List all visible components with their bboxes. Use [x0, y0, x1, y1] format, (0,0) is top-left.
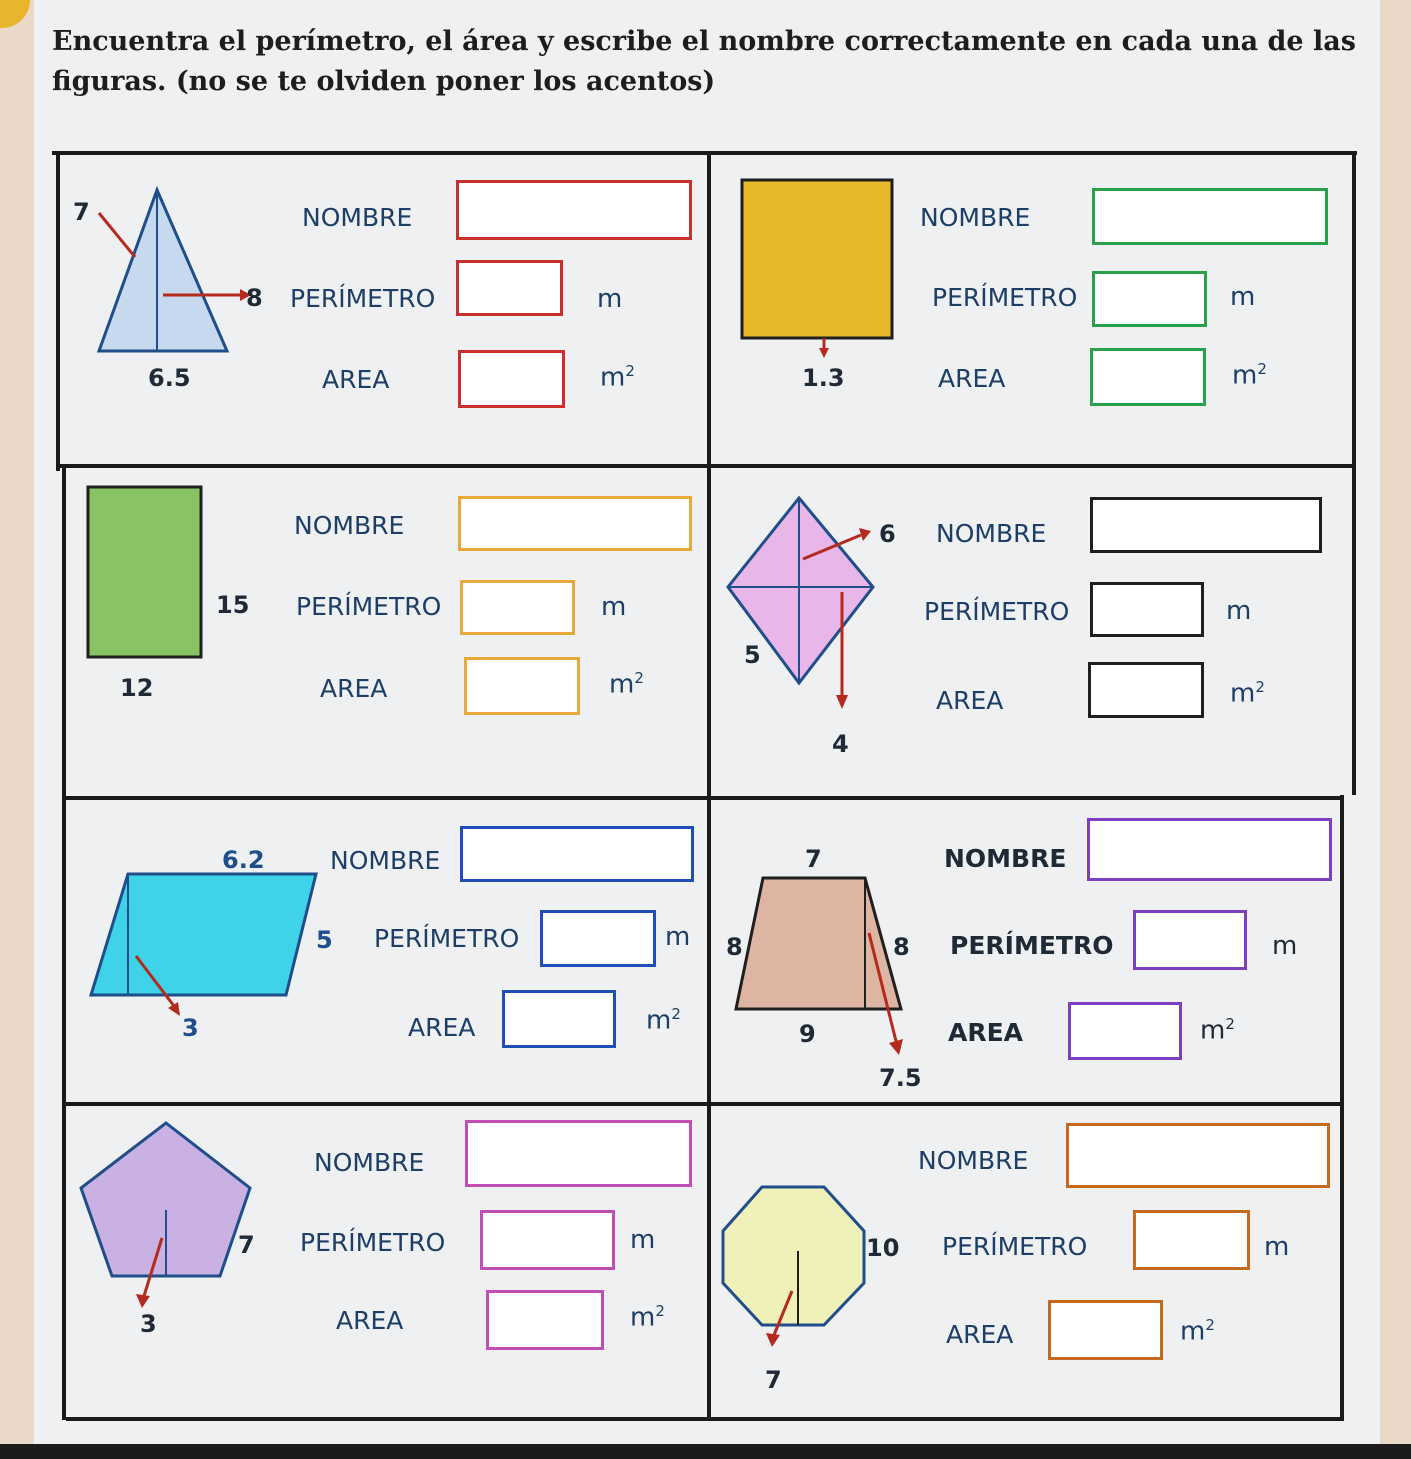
- rhombus-name-input[interactable]: [1090, 497, 1322, 553]
- grid-divider-row-2: [62, 796, 1344, 800]
- trapezoid-icon: [733, 873, 913, 1063]
- corner-decoration: [0, 0, 30, 28]
- grid-border-left-2: [62, 465, 66, 1420]
- square-side-label: 1.3: [802, 364, 845, 392]
- octagon-side-label: 10: [866, 1234, 900, 1262]
- pentagon-perimeter-label: PERÍMETRO: [300, 1228, 446, 1257]
- rectangle-base-label: 12: [120, 674, 154, 702]
- parallelogram-top-label: 6.2: [222, 846, 265, 874]
- rhombus-icon: [725, 495, 900, 720]
- triangle-area-label: AREA: [322, 365, 390, 394]
- pentagon-perimeter-input[interactable]: [480, 1210, 615, 1270]
- pentagon-name-input[interactable]: [465, 1120, 692, 1187]
- rectangle-area-label: AREA: [320, 674, 388, 703]
- pentagon-area-label: AREA: [336, 1306, 404, 1335]
- grid-border-left: [56, 151, 60, 471]
- parallelogram-name-input[interactable]: [460, 826, 694, 882]
- pentagon-area-input[interactable]: [486, 1290, 604, 1350]
- triangle-perimeter-label: PERÍMETRO: [290, 284, 436, 313]
- square-area-input[interactable]: [1090, 348, 1206, 406]
- pentagon-side-label: 7: [238, 1231, 255, 1259]
- octagon-area-unit: $m^2$: [1180, 1316, 1215, 1347]
- trapezoid-left-label: 8: [726, 933, 743, 961]
- triangle-area-unit: $m^2$: [600, 362, 635, 393]
- parallelogram-area-input[interactable]: [502, 990, 616, 1048]
- octagon-name-input[interactable]: [1066, 1123, 1330, 1188]
- trapezoid-area-unit: $m^2$: [1200, 1015, 1235, 1046]
- pentagon-area-unit: $m^2$: [630, 1302, 665, 1333]
- rectangle-perimeter-input[interactable]: [460, 580, 575, 635]
- octagon-area-input[interactable]: [1048, 1300, 1163, 1360]
- rectangle-icon: [86, 485, 206, 661]
- grid-divider-vertical: [707, 155, 711, 1420]
- rhombus-perimeter-unit: m: [1226, 596, 1252, 626]
- rhombus-area-unit: $m^2$: [1230, 678, 1265, 709]
- square-perimeter-unit: m: [1230, 282, 1256, 312]
- triangle-icon: [95, 185, 265, 355]
- trapezoid-perimeter-input[interactable]: [1133, 910, 1247, 970]
- octagon-perimeter-input[interactable]: [1133, 1210, 1250, 1270]
- triangle-perimeter-input[interactable]: [456, 260, 563, 316]
- rectangle-perimeter-unit: m: [601, 592, 627, 622]
- octagon-area-label: AREA: [946, 1320, 1014, 1349]
- trapezoid-name-input[interactable]: [1087, 818, 1332, 881]
- octagon-name-label: NOMBRE: [918, 1146, 1029, 1175]
- parallelogram-perimeter-label: PERÍMETRO: [374, 924, 520, 953]
- rhombus-perimeter-label: PERÍMETRO: [924, 597, 1070, 626]
- rhombus-area-input[interactable]: [1088, 662, 1204, 718]
- square-area-unit: $m^2$: [1232, 360, 1267, 391]
- rhombus-perimeter-input[interactable]: [1090, 582, 1204, 637]
- octagon-perimeter-label: PERÍMETRO: [942, 1232, 1088, 1261]
- trapezoid-area-input[interactable]: [1068, 1002, 1182, 1060]
- parallelogram-area-unit: $m^2$: [646, 1005, 681, 1036]
- rectangle-perimeter-label: PERÍMETRO: [296, 592, 442, 621]
- trapezoid-area-label: AREA: [948, 1018, 1024, 1047]
- grid-divider-row-3: [66, 1102, 1342, 1106]
- triangle-name-label: NOMBRE: [302, 203, 413, 232]
- square-perimeter-input[interactable]: [1092, 271, 1207, 327]
- parallelogram-icon: [88, 870, 323, 1030]
- monitor-bezel: [0, 1444, 1411, 1459]
- square-name-label: NOMBRE: [920, 203, 1031, 232]
- trapezoid-perimeter-unit: m: [1272, 931, 1298, 961]
- triangle-height-label: 8: [246, 284, 263, 312]
- triangle-name-input[interactable]: [456, 180, 692, 240]
- grid-border-right: [1352, 155, 1356, 795]
- instructions-title: Encuentra el perímetro, el área y escribe el nombre correctamente en cada una de las figuras. (no se te olviden poner los acentos): [52, 26, 1356, 97]
- grid-border-top: [52, 151, 1357, 155]
- square-area-label: AREA: [938, 364, 1006, 393]
- rectangle-height-label: 15: [216, 591, 250, 619]
- parallelogram-perimeter-unit: m: [665, 922, 691, 952]
- rhombus-name-label: NOMBRE: [936, 519, 1047, 548]
- rectangle-name-input[interactable]: [458, 496, 692, 551]
- parallelogram-name-label: NOMBRE: [330, 846, 441, 875]
- rhombus-area-label: AREA: [936, 686, 1004, 715]
- parallelogram-perimeter-input[interactable]: [540, 910, 656, 967]
- pentagon-apothem-label: 3: [140, 1310, 157, 1338]
- square-perimeter-label: PERÍMETRO: [932, 283, 1078, 312]
- trapezoid-right-label: 8: [893, 933, 910, 961]
- grid-border-bottom: [66, 1417, 1344, 1421]
- square-name-input[interactable]: [1092, 188, 1328, 245]
- triangle-area-input[interactable]: [458, 350, 565, 408]
- rectangle-area-input[interactable]: [464, 657, 580, 715]
- trapezoid-bottom-label: 9: [799, 1020, 816, 1048]
- rhombus-diagonal-label: 5: [744, 641, 761, 669]
- triangle-base-label: 6.5: [148, 364, 191, 392]
- rhombus-side-label: 6: [879, 520, 896, 548]
- triangle-side-label: 7: [73, 198, 90, 226]
- square-icon: [740, 178, 900, 368]
- octagon-perimeter-unit: m: [1264, 1232, 1290, 1262]
- octagon-icon: [720, 1183, 870, 1353]
- trapezoid-perimeter-label: PERÍMETRO: [950, 931, 1114, 960]
- rhombus-height-label: 4: [832, 730, 849, 758]
- parallelogram-side-label: 3: [182, 1014, 199, 1042]
- octagon-apothem-label: 7: [765, 1366, 782, 1394]
- parallelogram-height-label: 5: [316, 926, 333, 954]
- pentagon-perimeter-unit: m: [630, 1225, 656, 1255]
- pentagon-name-label: NOMBRE: [314, 1148, 425, 1177]
- trapezoid-slant-label: 7.5: [879, 1064, 922, 1092]
- triangle-perimeter-unit: m: [597, 284, 623, 314]
- parallelogram-area-label: AREA: [408, 1013, 476, 1042]
- grid-divider-row-1: [56, 464, 1354, 468]
- rectangle-area-unit: $m^2$: [609, 669, 644, 700]
- trapezoid-top-label: 7: [805, 845, 822, 873]
- grid-border-right-2: [1340, 795, 1344, 1420]
- pentagon-icon: [78, 1120, 258, 1320]
- trapezoid-name-label: NOMBRE: [944, 844, 1067, 873]
- rectangle-name-label: NOMBRE: [294, 511, 405, 540]
